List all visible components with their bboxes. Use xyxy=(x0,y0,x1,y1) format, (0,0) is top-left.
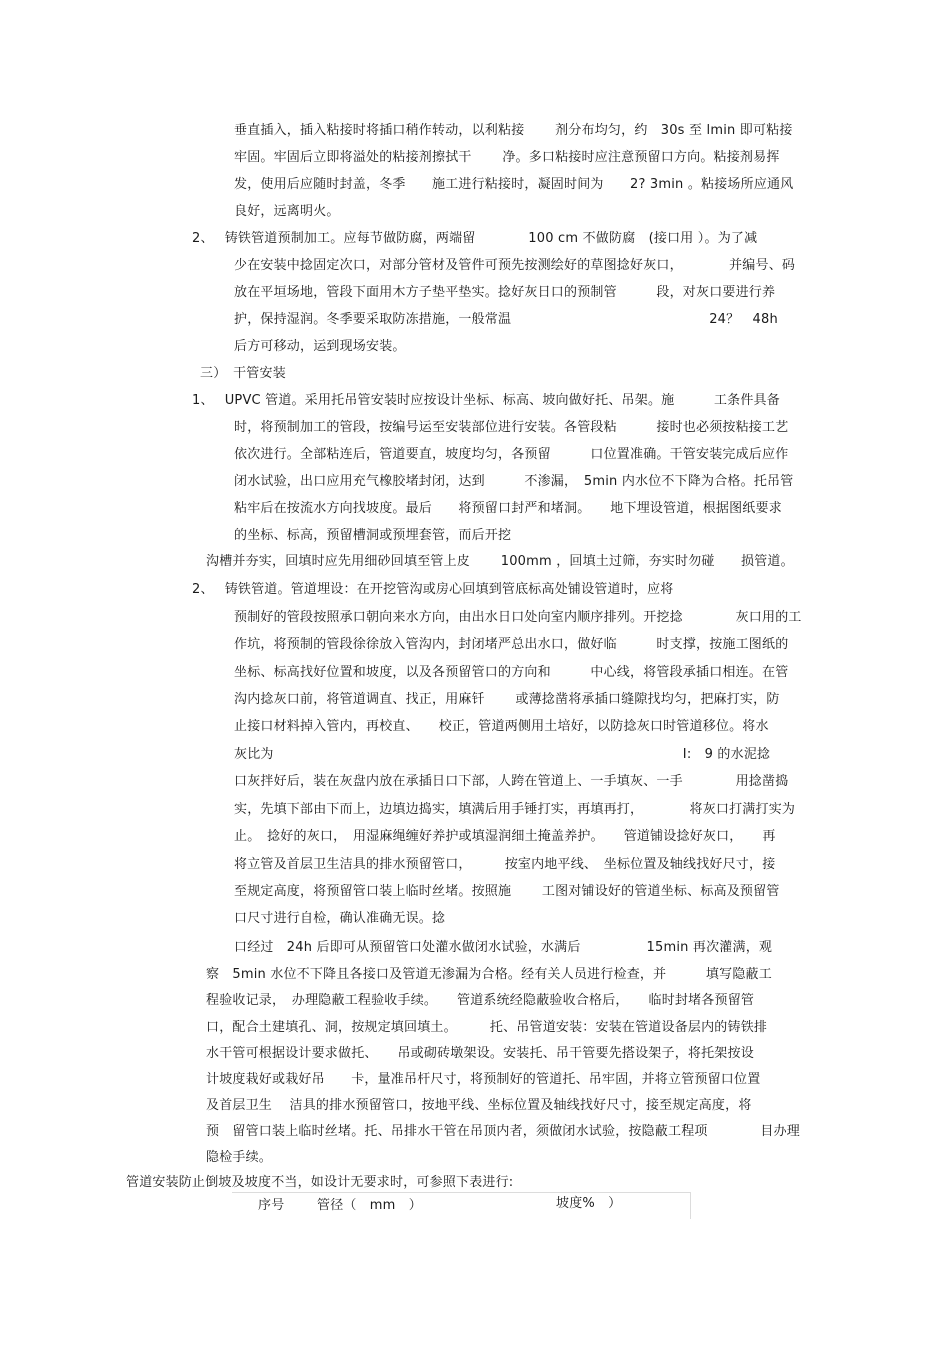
text-line: 管道安装防止倒坡及坡度不当，如设计无要求时，可参照下表进行: xyxy=(126,1175,514,1190)
slope-table xyxy=(232,1192,691,1219)
text-line: 坐标、标高找好位置和坡度，以及各预留管口的方向和 中心线，将管段承插口相连。在管 xyxy=(234,665,789,680)
text-line: 依次进行。全部粘连后，管道要直，坡度均匀，各预留 口位置准确。干管安装完成后应作 xyxy=(234,447,789,462)
table-header-slope: 坡度% ） xyxy=(556,1196,622,1211)
text-line: 的坐标、标高，预留槽洞或预埋套管，而后开挖 xyxy=(234,528,512,543)
text-line: 将立管及首层卫生洁具的排水预留管口， 按室内地平线、 坐标位置及轴线找好尺寸，接 xyxy=(234,857,776,872)
text-line: 沟内捻灰口前，将管道调直、找正，用麻钎 或薄捻凿将承插口缝隙找均匀，把麻打实，防 xyxy=(234,692,780,707)
text-line: 止接口材料掉入管内，再校直、 校正，管道两侧用土培好，以防捻灰口时管道移位。将水 xyxy=(234,719,769,734)
text-line: 灰比为 I: 9 的水泥捻 xyxy=(234,747,771,762)
text-line: 牢固。牢固后立即将溢处的粘接剂擦拭干 净。多口粘接时应注意预留口方向。粘接剂易挥 xyxy=(234,150,780,165)
text-line: 水干管可根据设计要求做托、 吊或砌砖墩架设。安装托、吊干管要先搭设架子，将托架按设 xyxy=(206,1046,754,1061)
text-line: 作坑，将预制的管段徐徐放入管沟内，封闭堵严总出水口，做好临 时支撑，按施工图纸的 xyxy=(234,637,789,652)
text-line: 隐检手续。 xyxy=(206,1150,273,1165)
table-header-index: 序号 xyxy=(258,1198,285,1213)
text-line: 2、 铸铁管道预制加工。应每节做防腐，两端留 100 cm 不做防腐 (接口用 ）。为了减 xyxy=(192,231,758,246)
table-header-diameter: 管径（ mm ） xyxy=(317,1198,422,1213)
text-line: 垂直插入，插入粘接时将插口稍作转动，以利粘接 剂分布均匀，约 30s 至 lmin 即可粘接 xyxy=(234,123,793,138)
text-line: 口尺寸进行自检，确认准确无误。捻 xyxy=(234,911,446,926)
text-line: 口，配合土建填孔、洞，按规定填回填土。 托、吊管道安装：安装在管道设备层内的铸铁排 xyxy=(206,1020,768,1035)
text-line: 时，将预制加工的管段，按编号运至安装部位进行安装。各管段粘 接时也必须按粘接工艺 xyxy=(234,420,789,435)
section-heading: 三） 干管安装 xyxy=(200,366,286,381)
text-line: 2、 铸铁管道。管道埋设：在开挖管沟或房心回填到管底标高处铺设管道时，应将 xyxy=(192,582,674,597)
text-line: 至规定高度，将预留管口装上临时丝堵。按照施 工图对铺设好的管道坐标、标高及预留管 xyxy=(234,884,780,899)
text-line: 闭水试验，出口应用充气橡胶堵封闭，达到 不渗漏， 5min 内水位不下降为合格。托吊管 xyxy=(234,474,794,489)
text-line: 护，保持湿润。冬季要采取防冻措施，一般常温 24？ 48h xyxy=(234,312,778,327)
text-line: 口经过 24h 后即可从预留管口处灌水做闭水试验，水满后 15min 再次灌满，观 xyxy=(234,940,773,955)
text-line: 计坡度栽好或栽好吊 卡，量准吊杆尺寸，将预制好的管道托、吊牢固，并将立管预留口位置 xyxy=(206,1072,761,1087)
text-line: 少在安装中捻固定次口，对部分管材及管件可预先按测绘好的草图捻好灰口， 并编号、码 xyxy=(234,258,796,273)
text-line: 预制好的管段按照承口朝向来水方向，由出水日口处向室内顺序排列。开挖捻 灰口用的工 xyxy=(234,610,802,625)
text-line: 良好，远离明火。 xyxy=(234,204,340,219)
text-line: 1、 UPVC 管道。采用托吊管安装时应按设计坐标、标高、坡向做好托、吊架。施 工条件具备 xyxy=(192,393,780,408)
text-line: 后方可移动，运到现场安装。 xyxy=(234,339,406,354)
text-line: 口灰拌好后，装在灰盘内放在承插日口下部，人跨在管道上、一手填灰、一手 用捻凿捣 xyxy=(234,774,789,789)
text-line: 程验收记录， 办理隐蔽工程验收手续。 管道系统经隐蔽验收合格后， 临时封堵各预留管 xyxy=(206,993,755,1008)
text-line: 预 留管口装上临时丝堵。托、吊排水干管在吊顶内者，须做闭水试验，按隐蔽工程项 目办理 xyxy=(206,1124,801,1139)
text-line: 实，先填下部由下而上，边填边捣实，填满后用手锤打实，再填再打， 将灰口打满打实为 xyxy=(234,802,796,817)
text-line: 粘牢后在按流水方向找坡度。最后 将预留口封严和堵洞。 地下埋设管道，根据图纸要求 xyxy=(234,501,782,516)
text-line: 止。 捻好的灰口， 用湿麻绳缠好养护或填湿润细土掩盖养护。 管道铺设捻好灰口， 再 xyxy=(234,829,776,844)
text-line: 沟槽并夯实，回填时应先用细砂回填至管上皮 100mm ，回填土过筛，夯实时勿碰 损管道。 xyxy=(206,554,794,569)
text-line: 及首层卫生 洁具的排水预留管口，按地平线、坐标位置及轴线找好尺寸，接至规定高度，将 xyxy=(206,1098,752,1113)
text-line: 放在平垣场地，管段下面用木方子垫平垫实。捻好灰日口的预制管 段，对灰口要进行养 xyxy=(234,285,776,300)
text-line: 察 5min 水位不下降且各接口及管道无渗漏为合格。经有关人员进行检查，并 填写隐蔽工 xyxy=(206,967,772,982)
text-line: 发，使用后应随时封盖，冬季 施工进行粘接时，凝固时间为 2? 3min 。粘接场所应通风 xyxy=(234,177,794,192)
